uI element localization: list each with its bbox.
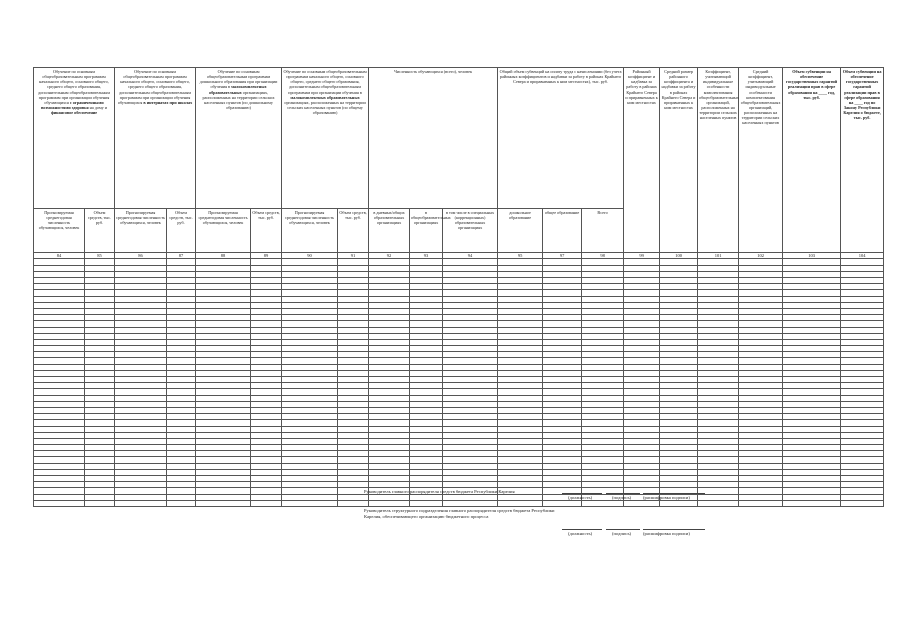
table-cell[interactable]: [196, 500, 251, 506]
header-northern-coefficient: Районный коэффициент и надбавка за работу в районах Крайнего Севера и приравненных к ним местностях: [624, 68, 660, 253]
sub-forecast-count: Прогнозируемая среднегодовая численность обучающихся, человек: [196, 208, 251, 253]
sub-preschool: дошкольное образование: [498, 208, 543, 253]
table-cell[interactable]: [115, 500, 167, 506]
position-caption: (должность): [568, 495, 593, 500]
sub-forecast-count: Прогнозируемая среднегодовая численность обучающихся, человек: [115, 208, 167, 253]
column-number: 86: [115, 253, 167, 259]
signature-caption: (подпись): [612, 495, 632, 500]
table-cell[interactable]: [251, 500, 282, 506]
column-number: 92: [369, 253, 410, 259]
column-number: 90: [282, 253, 338, 259]
column-number: 89: [251, 253, 282, 259]
signature-caption: (подпись): [612, 531, 632, 536]
sub-general-education: общее образование: [543, 208, 582, 253]
table-cell[interactable]: [698, 500, 739, 506]
table-cell[interactable]: [660, 500, 698, 506]
header-small-general: Обучение по основным общеобразовательным программам начального общего, основного общего, среднего общего образования, дополнительным общеобразовательным программам при организации обучения в малокомплектных образовательных организациях, расположенных на территории сельских населенных пунктов (по общему образованию): [282, 68, 369, 209]
column-number: 88: [196, 253, 251, 259]
table-cell[interactable]: [739, 500, 783, 506]
column-number: 84: [34, 253, 85, 259]
table-cell[interactable]: [582, 500, 624, 506]
decoding-caption: (расшифровка подписи): [643, 495, 690, 500]
sub-volume: Объем средств, тыс. руб.: [85, 208, 115, 253]
sub-volume: Объем средств, тыс. руб.: [167, 208, 196, 253]
column-number: 93: [410, 253, 443, 259]
table-cell[interactable]: [443, 500, 498, 506]
sub-general-orgs: в общеобразовательных организациях: [410, 208, 443, 253]
column-number: 98: [582, 253, 624, 259]
position-line[interactable]: [562, 529, 602, 530]
column-number: 97: [543, 253, 582, 259]
column-number: 87: [167, 253, 196, 259]
header-small-preschool: Обучение по основным общеобразовательным программам дошкольного образования при организации обучения в малокомплектных образовательных организациях, расположенных на территории сельских населенных пунктов (по дошкольному образованию): [196, 68, 282, 209]
department-signature-label: Руководитель структурного подразделения главного распорядителя средств бюджета Республики Карелия, обеспечивающего организацию бюджетного процесса: [364, 508, 555, 519]
subvention-calculation-table: [33, 67, 884, 507]
table-cell[interactable]: [543, 500, 582, 506]
position-line[interactable]: [562, 493, 602, 494]
column-number: 94: [443, 253, 498, 259]
header-subvention-by-law: Объем субвенции на обеспечение государственных гарантий реализации прав в сфере образования на ____ год по Закону Республики Карелия о бюджете, тыс. руб.: [841, 68, 884, 253]
header-boarding-schools: Обучение по основным общеобразовательным программам начального общего, основного общего, среднего общего образования, дополнительным общеобразовательным программам при организации обучения обучающихся в интернатах при школах: [115, 68, 196, 209]
table-cell[interactable]: [369, 500, 410, 506]
table-cell[interactable]: [85, 500, 115, 506]
sub-daily-orgs: в дневных/общих образовательных организациях: [369, 208, 410, 253]
table-cell[interactable]: [498, 500, 543, 506]
header-avg-northern-coefficient: Средний размер районного коэффициента и надбавки за работу в районах Крайнего Севера и приравненных к ним местностях: [660, 68, 698, 253]
column-number: 101: [698, 253, 739, 259]
header-student-count: Численность обучающихся (всего), человек: [369, 68, 498, 209]
decoding-line[interactable]: [643, 529, 705, 530]
header-homeschool-sen: Обучение по основным общеобразовательным программам начального общего, основного общего, среднего общего образования, дополнительным общеобразовательным программам при организации обучения обучающихся с ограниченными возможностями здоровья на дому и финансовое обеспечение: [34, 68, 115, 209]
table-cell[interactable]: [282, 500, 338, 506]
sub-forecast-count: Прогнозируемая среднегодовая численность обучающихся, человек: [282, 208, 338, 253]
table-cell[interactable]: [34, 500, 85, 506]
table-cell[interactable]: [783, 500, 841, 506]
position-caption: (должность): [568, 531, 593, 536]
table-cell[interactable]: [841, 500, 884, 506]
header-rural-coefficient: Коэффициент, учитывающий индивидуальные особенности комплектования общеобразовательных организаций, расположенных на территории сельских населенных пунктов: [698, 68, 739, 253]
decoding-caption: (расшифровка подписи): [643, 531, 690, 536]
column-number: 104: [841, 253, 884, 259]
head-signature-label: Руководитель главного распорядителя средств бюджета Республики Карелия: [364, 489, 515, 494]
sub-total: Всего: [582, 208, 624, 253]
column-number: 95: [498, 253, 543, 259]
column-number: 85: [85, 253, 115, 259]
sub-forecast-count: Прогнозируемая среднегодовая численность обучающихся, человек: [34, 208, 85, 253]
column-number: 91: [338, 253, 369, 259]
header-payroll-volume: Общий объем субвенций на оплату труда с начислениями (без учета районных коэффициентов и надбавки за работу в районах Крайнего Севера и приравненных к ним местностях), тыс. руб.: [498, 68, 624, 209]
signature-line[interactable]: [606, 493, 640, 494]
sub-volume: Объем средств, тыс. руб.: [338, 208, 369, 253]
sub-special-orgs: в том числе в специальных (коррекционных) образовательных организациях: [443, 208, 498, 253]
sub-volume: Объем средств, тыс. руб.: [251, 208, 282, 253]
column-number: 100: [660, 253, 698, 259]
header-subvention-volume: Объем субвенции на обеспечение государственных гарантий реализации прав в сфере образования на ____ год, тыс. руб.: [783, 68, 841, 253]
table-cell[interactable]: [624, 500, 660, 506]
column-number: 99: [624, 253, 660, 259]
column-number: 103: [783, 253, 841, 259]
table-row: [34, 500, 884, 506]
table-cell[interactable]: [410, 500, 443, 506]
header-avg-rural-coefficient: Средний коэффициент, учитывающий индивидуальные особенности комплектования общеобразовательных организаций, расположенных на территории сельских населенных пунктов: [739, 68, 783, 253]
column-number: 102: [739, 253, 783, 259]
signature-line[interactable]: [606, 529, 640, 530]
decoding-line[interactable]: [643, 493, 705, 494]
table-cell[interactable]: [338, 500, 369, 506]
table-cell[interactable]: [167, 500, 196, 506]
